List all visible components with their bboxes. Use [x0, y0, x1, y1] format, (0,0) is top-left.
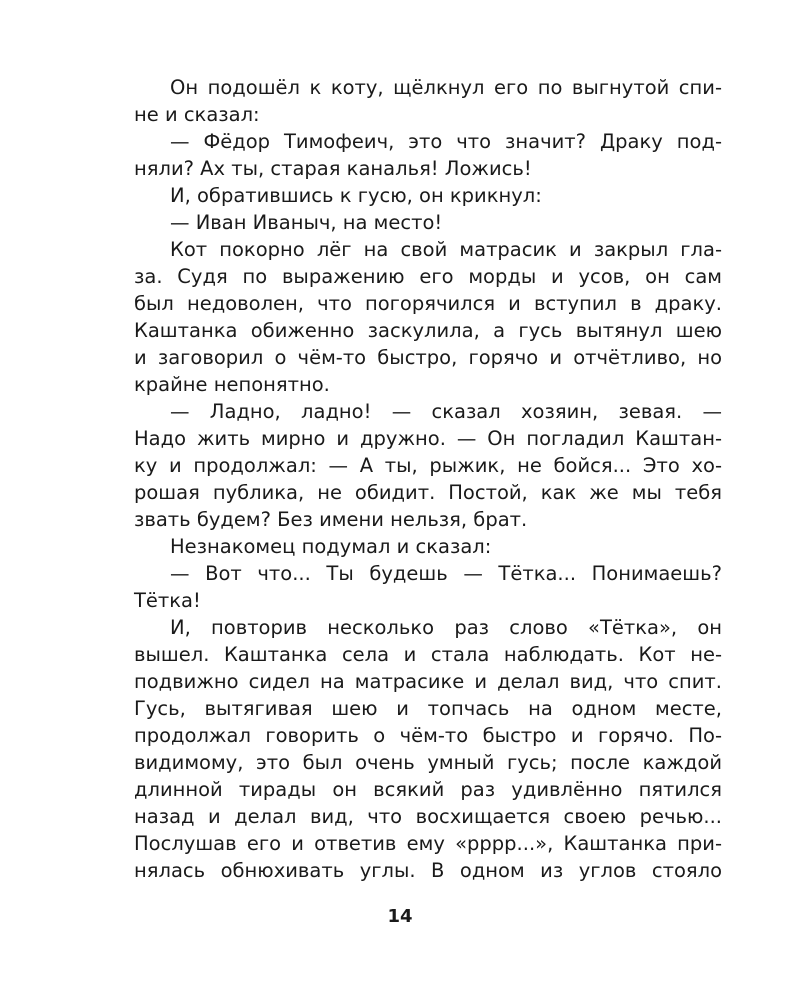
text-line: Послушав его и ответив ему «рррр...», Каштанка при-	[134, 832, 722, 855]
text-line: И, повторив несколько раз слово «Тётка», он	[170, 616, 722, 639]
text-line: няли? Ах ты, старая каналья! Ложись!	[134, 157, 532, 180]
text-line: крайне непонятно.	[134, 373, 330, 396]
text-line: — Ладно, ладно! — сказал хозяин, зевая. —	[170, 400, 722, 423]
text-line: Он подошёл к коту, щёлкнул его по выгнутой спи-	[170, 76, 722, 99]
text-line: ку и продолжал: — А ты, рыжик, не бойся... Это хо-	[134, 454, 722, 477]
text-line: — Вот что... Ты будешь — Тётка... Понимаешь?	[170, 562, 722, 585]
text-line: и заговорил о чём-то быстро, горячо и отчётливо, но	[134, 346, 722, 369]
text-line: был недоволен, что погорячился и вступил в драку.	[134, 292, 722, 315]
text-line: назад и делал вид, что восхищается своею речью...	[134, 805, 722, 828]
text-line: Незнакомец подумал и сказал:	[170, 535, 492, 558]
text-line: Тётка!	[134, 589, 201, 612]
text-line: И, обратившись к гусю, он крикнул:	[170, 184, 542, 207]
page-body	[134, 74, 722, 884]
text-line: вышел. Каштанка села и стала наблюдать. Кот не-	[134, 643, 722, 666]
text-line: не и сказал:	[134, 103, 260, 126]
text-line: подвижно сидел на матрасике и делал вид, что спит.	[134, 670, 722, 693]
text-line: нялась обнюхивать углы. В одном из углов стояло	[134, 859, 722, 882]
text-line: длинной тирады он всякий раз удивлённо пятился	[134, 778, 722, 801]
text-line: Каштанка обиженно заскулила, а гусь вытянул шею	[134, 319, 722, 342]
text-line: Кот покорно лёг на свой матрасик и закрыл гла-	[170, 238, 722, 261]
text-line: Гусь, вытягивая шею и топчась на одном месте,	[134, 697, 722, 720]
text-line: рошая публика, не обидит. Постой, как же мы тебя	[134, 481, 722, 504]
text-line: — Фёдор Тимофеич, это что значит? Драку под-	[170, 130, 722, 153]
text-line: звать будем? Без имени нельзя, брат.	[134, 508, 528, 531]
text-line: — Иван Иваныч, на место!	[170, 211, 443, 234]
text-line: продолжал говорить о чём-то быстро и горячо. По-	[134, 724, 722, 747]
text-line: Надо жить мирно и дружно. — Он погладил Каштан-	[134, 427, 722, 450]
text-line: видимому, это был очень умный гусь; после каждой	[134, 751, 722, 774]
text-line: за. Судя по выражению его морды и усов, он сам	[134, 265, 722, 288]
page-number: 14	[387, 906, 413, 927]
